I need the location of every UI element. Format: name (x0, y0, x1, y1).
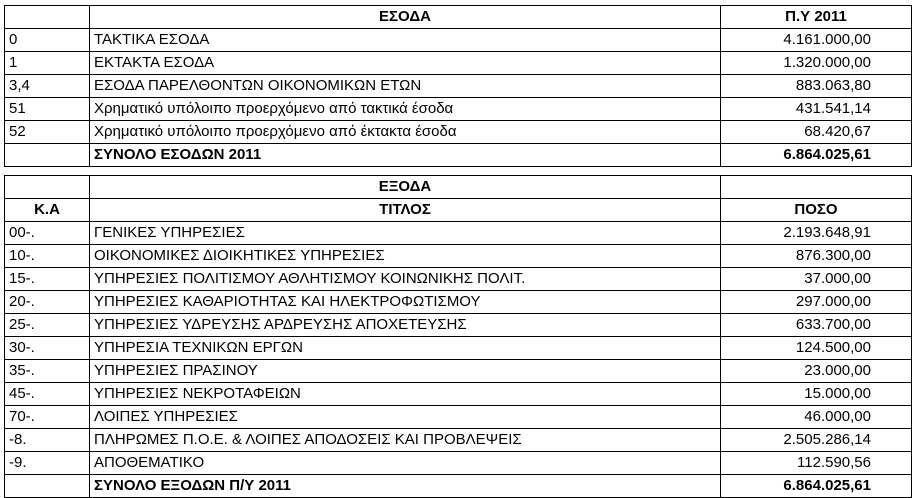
expense-code: -8. (5, 429, 90, 452)
expense-amount: 23.000,00 (721, 360, 912, 383)
revenue-code: 1 (5, 52, 90, 75)
revenue-amount: 68.420,67 (721, 121, 912, 144)
revenue-title: ΕΚΤΑΚΤΑ ΕΣΟΔΑ (90, 52, 721, 75)
revenue-header-row (5, 6, 912, 29)
table-row (5, 245, 912, 268)
revenue-code: 0 (5, 29, 90, 52)
expenses-table (4, 175, 912, 498)
expense-title: ΠΛΗΡΩΜΕΣ Π.Ο.Ε. & ΛΟΙΠΕΣ ΑΠΟΔΟΣΕΙΣ ΚΑΙ ΠΡΟΒΛΕΨΕΙΣ (90, 429, 721, 452)
revenue-code: 52 (5, 121, 90, 144)
expense-code: 45-. (5, 383, 90, 406)
expense-code: 15-. (5, 268, 90, 291)
expense-amount: 2.193.648,91 (721, 222, 912, 245)
revenue-code: 3,4 (5, 75, 90, 98)
revenue-amount: 1.320.000,00 (721, 52, 912, 75)
expenses-header-amount-cell (721, 176, 912, 199)
expense-amount: 46.000,00 (721, 406, 912, 429)
revenue-title: ΤΑΚΤΙΚΑ ΕΣΟΔΑ (90, 29, 721, 52)
expense-amount: 876.300,00 (721, 245, 912, 268)
table-row (5, 360, 912, 383)
expense-amount: 297.000,00 (721, 291, 912, 314)
expense-code: 25-. (5, 314, 90, 337)
expense-title: ΥΠΗΡΕΣΙΕΣ ΥΔΡΕΥΣΗΣ ΑΡΔΡΕΥΣΗΣ ΑΠΟΧΕΤΕΥΣΗΣ (90, 314, 721, 337)
revenue-total-amount: 6.864.025,61 (721, 144, 912, 167)
revenue-header-title: ΕΣΟΔΑ (90, 6, 721, 29)
expense-title: ΥΠΗΡΕΣΙΑ ΤΕΧΝΙΚΩΝ ΕΡΓΩΝ (90, 337, 721, 360)
table-row (5, 337, 912, 360)
revenue-total-label: ΣΥΝΟΛΟ ΕΣΟΔΩΝ 2011 (90, 144, 721, 167)
expenses-amount-column-header: ΠΟΣΟ (721, 199, 912, 222)
table-row (5, 29, 912, 52)
expense-title: ΥΠΗΡΕΣΙΕΣ ΝΕΚΡΟΤΑΦΕΙΩΝ (90, 383, 721, 406)
expense-code: 35-. (5, 360, 90, 383)
table-row (5, 222, 912, 245)
expense-amount: 633.700,00 (721, 314, 912, 337)
revenue-header-code-cell (5, 6, 90, 29)
expenses-total-code-cell (5, 475, 90, 498)
revenue-amount: 4.161.000,00 (721, 29, 912, 52)
expense-amount: 15.000,00 (721, 383, 912, 406)
expense-code: 00-. (5, 222, 90, 245)
expense-code: 30-. (5, 337, 90, 360)
expense-title: ΥΠΗΡΕΣΙΕΣ ΠΟΛΙΤΙΣΜΟΥ ΑΘΛΗΤΙΣΜΟΥ ΚΟΙΝΩΝΙΚΗΣ ΠΟΛΙΤ. (90, 268, 721, 291)
revenue-total-code-cell (5, 144, 90, 167)
table-row (5, 75, 912, 98)
expense-title: ΟΙΚΟΝΟΜΙΚΕΣ ΔΙΟΙΚΗΤΙΚΕΣ ΥΠΗΡΕΣΙΕΣ (90, 245, 721, 268)
revenue-amount: 431.541,14 (721, 98, 912, 121)
expenses-header-row (5, 176, 912, 199)
expense-code: 20-. (5, 291, 90, 314)
table-row (5, 121, 912, 144)
expense-code: -9. (5, 452, 90, 475)
expenses-header-code-cell (5, 176, 90, 199)
revenue-header-amount: Π.Υ 2011 (721, 6, 912, 29)
expense-title: ΥΠΗΡΕΣΙΕΣ ΚΑΘΑΡΙΟΤΗΤΑΣ ΚΑΙ ΗΛΕΚΤΡΟΦΩΤΙΣΜΟΥ (90, 291, 721, 314)
table-row (5, 406, 912, 429)
revenue-amount: 883.063,80 (721, 75, 912, 98)
expense-title: ΛΟΙΠΕΣ ΥΠΗΡΕΣΙΕΣ (90, 406, 721, 429)
expense-code: 10-. (5, 245, 90, 268)
revenue-title: Χρηματικό υπόλοιπο προερχόμενο από τακτικά έσοδα (90, 98, 721, 121)
table-row (5, 452, 912, 475)
expenses-code-column-header: Κ.Α (5, 199, 90, 222)
table-row (5, 291, 912, 314)
expense-amount: 124.500,00 (721, 337, 912, 360)
expense-amount: 112.590,56 (721, 452, 912, 475)
table-row (5, 52, 912, 75)
revenue-total-row (5, 144, 912, 167)
table-row (5, 429, 912, 452)
expenses-column-header-row (5, 199, 912, 222)
table-row (5, 268, 912, 291)
table-row (5, 98, 912, 121)
expenses-total-amount: 6.864.025,61 (721, 475, 912, 498)
expense-amount: 37.000,00 (721, 268, 912, 291)
revenue-table (4, 5, 912, 167)
expense-amount: 2.505.286,14 (721, 429, 912, 452)
expenses-total-row (5, 475, 912, 498)
expense-code: 70-. (5, 406, 90, 429)
table-row (5, 383, 912, 406)
revenue-code: 51 (5, 98, 90, 121)
expenses-title-column-header: ΤΙΤΛΟΣ (90, 199, 721, 222)
table-row (5, 314, 912, 337)
expenses-total-label: ΣΥΝΟΛΟ ΕΞΟΔΩΝ Π/Υ 2011 (90, 475, 721, 498)
revenue-title: ΕΣΟΔΑ ΠΑΡΕΛΘΟΝΤΩΝ ΟΙΚΟΝΟΜΙΚΩΝ ΕΤΩΝ (90, 75, 721, 98)
expense-title: ΑΠΟΘΕΜΑΤΙΚΟ (90, 452, 721, 475)
expense-title: ΥΠΗΡΕΣΙΕΣ ΠΡΑΣΙΝΟΥ (90, 360, 721, 383)
expense-title: ΓΕΝΙΚΕΣ ΥΠΗΡΕΣΙΕΣ (90, 222, 721, 245)
expenses-header-title: ΕΞΟΔΑ (90, 176, 721, 199)
revenue-title: Χρηματικό υπόλοιπο προερχόμενο από έκτακτα έσοδα (90, 121, 721, 144)
